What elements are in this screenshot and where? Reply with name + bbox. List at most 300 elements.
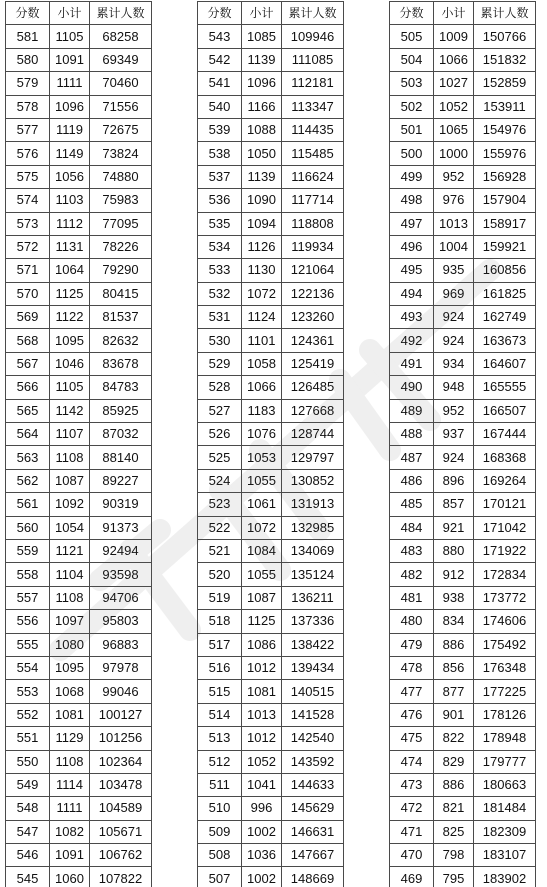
cell-cumulative: 112181 bbox=[282, 72, 344, 95]
cell-subtotal: 1002 bbox=[242, 867, 282, 887]
cell-cumulative: 158917 bbox=[474, 212, 536, 235]
cell-cumulative: 113347 bbox=[282, 95, 344, 118]
cell-score: 571 bbox=[6, 259, 50, 282]
cell-cumulative: 144633 bbox=[282, 773, 344, 796]
cell-score: 573 bbox=[6, 212, 50, 235]
cell-subtotal: 1046 bbox=[50, 352, 90, 375]
cell-score: 527 bbox=[198, 399, 242, 422]
cell-subtotal: 1126 bbox=[242, 235, 282, 258]
cell-subtotal: 1055 bbox=[242, 563, 282, 586]
cell-subtotal: 934 bbox=[434, 352, 474, 375]
cell-cumulative: 174606 bbox=[474, 610, 536, 633]
table-row bbox=[390, 25, 536, 48]
cell-cumulative: 162749 bbox=[474, 306, 536, 329]
cell-cumulative: 150766 bbox=[474, 25, 536, 48]
table-row bbox=[198, 727, 344, 750]
cell-subtotal: 1112 bbox=[50, 212, 90, 235]
table-row bbox=[390, 820, 536, 843]
cell-score: 507 bbox=[198, 867, 242, 887]
cell-subtotal: 1096 bbox=[50, 95, 90, 118]
cell-cumulative: 95803 bbox=[90, 610, 152, 633]
cell-subtotal: 1129 bbox=[50, 727, 90, 750]
cell-score: 474 bbox=[390, 750, 434, 773]
cell-subtotal: 1087 bbox=[50, 469, 90, 492]
cell-score: 492 bbox=[390, 329, 434, 352]
table-row bbox=[390, 493, 536, 516]
cell-score: 519 bbox=[198, 586, 242, 609]
cell-subtotal: 1061 bbox=[242, 493, 282, 516]
cell-cumulative: 171042 bbox=[474, 516, 536, 539]
score-table-right bbox=[389, 1, 536, 887]
cell-cumulative: 134069 bbox=[282, 539, 344, 562]
table-row bbox=[390, 750, 536, 773]
cell-subtotal: 952 bbox=[434, 165, 474, 188]
cell-cumulative: 127668 bbox=[282, 399, 344, 422]
cell-cumulative: 91373 bbox=[90, 516, 152, 539]
cell-subtotal: 1058 bbox=[242, 352, 282, 375]
table-row bbox=[198, 750, 344, 773]
table-row bbox=[6, 25, 152, 48]
cell-score: 537 bbox=[198, 165, 242, 188]
cell-subtotal: 1091 bbox=[50, 844, 90, 867]
cell-cumulative: 115485 bbox=[282, 142, 344, 165]
cell-subtotal: 924 bbox=[434, 306, 474, 329]
cell-subtotal: 834 bbox=[434, 610, 474, 633]
cell-cumulative: 169264 bbox=[474, 469, 536, 492]
cell-score: 542 bbox=[198, 48, 242, 71]
cell-cumulative: 121064 bbox=[282, 259, 344, 282]
cell-subtotal: 935 bbox=[434, 259, 474, 282]
cell-cumulative: 69349 bbox=[90, 48, 152, 71]
table-row bbox=[6, 165, 152, 188]
cell-score: 581 bbox=[6, 25, 50, 48]
cell-cumulative: 140515 bbox=[282, 680, 344, 703]
cell-score: 526 bbox=[198, 423, 242, 446]
cell-subtotal: 937 bbox=[434, 423, 474, 446]
cell-cumulative: 176348 bbox=[474, 656, 536, 679]
table-row bbox=[198, 48, 344, 71]
table-row bbox=[198, 703, 344, 726]
cell-subtotal: 1056 bbox=[50, 165, 90, 188]
cell-subtotal: 1004 bbox=[434, 235, 474, 258]
table-row bbox=[198, 610, 344, 633]
cell-score: 473 bbox=[390, 773, 434, 796]
cell-subtotal: 1012 bbox=[242, 727, 282, 750]
cell-cumulative: 128744 bbox=[282, 423, 344, 446]
cell-score: 552 bbox=[6, 703, 50, 726]
header-score: 分数 bbox=[6, 2, 50, 25]
cell-score: 523 bbox=[198, 493, 242, 516]
cell-score: 553 bbox=[6, 680, 50, 703]
cell-subtotal: 1066 bbox=[242, 376, 282, 399]
cell-subtotal: 822 bbox=[434, 727, 474, 750]
cell-cumulative: 157904 bbox=[474, 189, 536, 212]
header-cumulative: 累计人数 bbox=[90, 2, 152, 25]
table-row bbox=[198, 25, 344, 48]
table-row bbox=[390, 423, 536, 446]
cell-score: 530 bbox=[198, 329, 242, 352]
table-row bbox=[6, 352, 152, 375]
table-row bbox=[198, 189, 344, 212]
cell-score: 484 bbox=[390, 516, 434, 539]
cell-subtotal: 1105 bbox=[50, 376, 90, 399]
cell-score: 505 bbox=[390, 25, 434, 48]
cell-subtotal: 1084 bbox=[242, 539, 282, 562]
table-row bbox=[198, 844, 344, 867]
cell-cumulative: 181484 bbox=[474, 797, 536, 820]
cell-score: 539 bbox=[198, 118, 242, 141]
cell-subtotal: 976 bbox=[434, 189, 474, 212]
cell-subtotal: 1065 bbox=[434, 118, 474, 141]
table-row bbox=[390, 773, 536, 796]
cell-cumulative: 70460 bbox=[90, 72, 152, 95]
cell-score: 572 bbox=[6, 235, 50, 258]
cell-score: 522 bbox=[198, 516, 242, 539]
cell-cumulative: 100127 bbox=[90, 703, 152, 726]
table-row bbox=[390, 189, 536, 212]
cell-subtotal: 1060 bbox=[50, 867, 90, 887]
cell-score: 480 bbox=[390, 610, 434, 633]
table-row bbox=[198, 142, 344, 165]
table-row bbox=[6, 423, 152, 446]
cell-cumulative: 71556 bbox=[90, 95, 152, 118]
cell-cumulative: 137336 bbox=[282, 610, 344, 633]
cell-cumulative: 153911 bbox=[474, 95, 536, 118]
cell-subtotal: 1131 bbox=[50, 235, 90, 258]
cell-subtotal: 1072 bbox=[242, 282, 282, 305]
cell-cumulative: 131913 bbox=[282, 493, 344, 516]
cell-score: 486 bbox=[390, 469, 434, 492]
cell-cumulative: 102364 bbox=[90, 750, 152, 773]
table-row bbox=[390, 282, 536, 305]
table-row bbox=[390, 212, 536, 235]
cell-cumulative: 104589 bbox=[90, 797, 152, 820]
cell-cumulative: 161825 bbox=[474, 282, 536, 305]
cell-cumulative: 178948 bbox=[474, 727, 536, 750]
cell-score: 479 bbox=[390, 633, 434, 656]
cell-subtotal: 1068 bbox=[50, 680, 90, 703]
cell-score: 531 bbox=[198, 306, 242, 329]
table-row bbox=[390, 306, 536, 329]
table-row bbox=[390, 703, 536, 726]
cell-score: 533 bbox=[198, 259, 242, 282]
cell-score: 503 bbox=[390, 72, 434, 95]
cell-subtotal: 948 bbox=[434, 376, 474, 399]
cell-subtotal: 1087 bbox=[242, 586, 282, 609]
table-row bbox=[6, 118, 152, 141]
cell-subtotal: 952 bbox=[434, 399, 474, 422]
cell-cumulative: 90319 bbox=[90, 493, 152, 516]
cell-subtotal: 1052 bbox=[242, 750, 282, 773]
cell-subtotal: 1066 bbox=[434, 48, 474, 71]
cell-score: 551 bbox=[6, 727, 50, 750]
cell-score: 471 bbox=[390, 820, 434, 843]
cell-score: 470 bbox=[390, 844, 434, 867]
table-row bbox=[6, 656, 152, 679]
cell-cumulative: 94706 bbox=[90, 586, 152, 609]
cell-subtotal: 1139 bbox=[242, 165, 282, 188]
table-row bbox=[390, 516, 536, 539]
cell-cumulative: 123260 bbox=[282, 306, 344, 329]
table-row bbox=[390, 48, 536, 71]
cell-cumulative: 111085 bbox=[282, 48, 344, 71]
header-score: 分数 bbox=[198, 2, 242, 25]
cell-cumulative: 72675 bbox=[90, 118, 152, 141]
cell-subtotal: 795 bbox=[434, 867, 474, 887]
cell-cumulative: 125419 bbox=[282, 352, 344, 375]
table-row bbox=[198, 446, 344, 469]
cell-cumulative: 84783 bbox=[90, 376, 152, 399]
cell-cumulative: 167444 bbox=[474, 423, 536, 446]
table-row bbox=[198, 493, 344, 516]
cell-subtotal: 1091 bbox=[50, 48, 90, 71]
cell-score: 579 bbox=[6, 72, 50, 95]
cell-score: 504 bbox=[390, 48, 434, 71]
cell-score: 511 bbox=[198, 773, 242, 796]
header-subtotal: 小计 bbox=[242, 2, 282, 25]
cell-score: 536 bbox=[198, 189, 242, 212]
cell-score: 495 bbox=[390, 259, 434, 282]
table-row bbox=[390, 95, 536, 118]
cell-score: 469 bbox=[390, 867, 434, 887]
cell-score: 566 bbox=[6, 376, 50, 399]
cell-subtotal: 1076 bbox=[242, 423, 282, 446]
cell-score: 472 bbox=[390, 797, 434, 820]
cell-cumulative: 138422 bbox=[282, 633, 344, 656]
table-row bbox=[6, 633, 152, 656]
table-row bbox=[6, 703, 152, 726]
cell-subtotal: 912 bbox=[434, 563, 474, 586]
cell-subtotal: 921 bbox=[434, 516, 474, 539]
cell-subtotal: 896 bbox=[434, 469, 474, 492]
table-row bbox=[390, 446, 536, 469]
cell-score: 476 bbox=[390, 703, 434, 726]
cell-score: 543 bbox=[198, 25, 242, 48]
cell-score: 518 bbox=[198, 610, 242, 633]
cell-cumulative: 177225 bbox=[474, 680, 536, 703]
cell-cumulative: 170121 bbox=[474, 493, 536, 516]
cell-score: 541 bbox=[198, 72, 242, 95]
cell-subtotal: 1092 bbox=[50, 493, 90, 516]
cell-score: 501 bbox=[390, 118, 434, 141]
cell-subtotal: 1105 bbox=[50, 25, 90, 48]
cell-cumulative: 89227 bbox=[90, 469, 152, 492]
cell-cumulative: 124361 bbox=[282, 329, 344, 352]
cell-cumulative: 154976 bbox=[474, 118, 536, 141]
table-row bbox=[198, 469, 344, 492]
cell-cumulative: 87032 bbox=[90, 423, 152, 446]
cell-subtotal: 901 bbox=[434, 703, 474, 726]
table-row bbox=[198, 376, 344, 399]
table-row bbox=[198, 423, 344, 446]
table-row bbox=[6, 563, 152, 586]
table-row bbox=[198, 820, 344, 843]
cell-subtotal: 1009 bbox=[434, 25, 474, 48]
table-row bbox=[6, 376, 152, 399]
cell-subtotal: 1088 bbox=[242, 118, 282, 141]
table-row bbox=[198, 95, 344, 118]
cell-score: 489 bbox=[390, 399, 434, 422]
cell-score: 477 bbox=[390, 680, 434, 703]
cell-cumulative: 75983 bbox=[90, 189, 152, 212]
cell-score: 532 bbox=[198, 282, 242, 305]
table-row bbox=[6, 259, 152, 282]
cell-subtotal: 1081 bbox=[242, 680, 282, 703]
cell-cumulative: 156928 bbox=[474, 165, 536, 188]
cell-score: 547 bbox=[6, 820, 50, 843]
cell-cumulative: 126485 bbox=[282, 376, 344, 399]
cell-score: 548 bbox=[6, 797, 50, 820]
cell-score: 490 bbox=[390, 376, 434, 399]
cell-subtotal: 1166 bbox=[242, 95, 282, 118]
cell-cumulative: 168368 bbox=[474, 446, 536, 469]
cell-cumulative: 182309 bbox=[474, 820, 536, 843]
cell-subtotal: 1142 bbox=[50, 399, 90, 422]
table-row bbox=[390, 142, 536, 165]
cell-cumulative: 160856 bbox=[474, 259, 536, 282]
cell-cumulative: 146631 bbox=[282, 820, 344, 843]
cell-score: 564 bbox=[6, 423, 50, 446]
cell-cumulative: 77095 bbox=[90, 212, 152, 235]
cell-subtotal: 1013 bbox=[242, 703, 282, 726]
cell-subtotal: 924 bbox=[434, 446, 474, 469]
table-row bbox=[6, 469, 152, 492]
cell-cumulative: 114435 bbox=[282, 118, 344, 141]
cell-score: 478 bbox=[390, 656, 434, 679]
cell-cumulative: 73824 bbox=[90, 142, 152, 165]
cell-subtotal: 1121 bbox=[50, 539, 90, 562]
cell-cumulative: 164607 bbox=[474, 352, 536, 375]
cell-score: 563 bbox=[6, 446, 50, 469]
cell-score: 493 bbox=[390, 306, 434, 329]
table-row bbox=[6, 142, 152, 165]
score-table-middle bbox=[197, 1, 344, 887]
cell-cumulative: 166507 bbox=[474, 399, 536, 422]
table-row bbox=[390, 867, 536, 887]
table-row bbox=[6, 235, 152, 258]
cell-subtotal: 798 bbox=[434, 844, 474, 867]
cell-subtotal: 924 bbox=[434, 329, 474, 352]
cell-score: 491 bbox=[390, 352, 434, 375]
table-row bbox=[6, 446, 152, 469]
cell-cumulative: 159921 bbox=[474, 235, 536, 258]
cell-score: 475 bbox=[390, 727, 434, 750]
cell-subtotal: 996 bbox=[242, 797, 282, 820]
table-row bbox=[6, 586, 152, 609]
cell-subtotal: 825 bbox=[434, 820, 474, 843]
header-score: 分数 bbox=[390, 2, 434, 25]
cell-cumulative: 119934 bbox=[282, 235, 344, 258]
cell-subtotal: 1012 bbox=[242, 656, 282, 679]
cell-score: 514 bbox=[198, 703, 242, 726]
table-row bbox=[6, 306, 152, 329]
cell-cumulative: 81537 bbox=[90, 306, 152, 329]
cell-subtotal: 886 bbox=[434, 633, 474, 656]
cell-subtotal: 1104 bbox=[50, 563, 90, 586]
cell-subtotal: 1086 bbox=[242, 633, 282, 656]
table-row bbox=[390, 563, 536, 586]
score-table-left bbox=[5, 1, 152, 887]
cell-score: 529 bbox=[198, 352, 242, 375]
cell-score: 535 bbox=[198, 212, 242, 235]
table-row bbox=[6, 773, 152, 796]
cell-cumulative: 99046 bbox=[90, 680, 152, 703]
cell-cumulative: 136211 bbox=[282, 586, 344, 609]
table-row bbox=[390, 352, 536, 375]
cell-score: 528 bbox=[198, 376, 242, 399]
cell-score: 515 bbox=[198, 680, 242, 703]
table-row bbox=[6, 727, 152, 750]
table-row bbox=[390, 727, 536, 750]
table-row bbox=[390, 235, 536, 258]
cell-cumulative: 147667 bbox=[282, 844, 344, 867]
table-row bbox=[390, 118, 536, 141]
cell-subtotal: 1055 bbox=[242, 469, 282, 492]
cell-score: 483 bbox=[390, 539, 434, 562]
table-row bbox=[198, 516, 344, 539]
cell-subtotal: 1095 bbox=[50, 656, 90, 679]
cell-subtotal: 1052 bbox=[434, 95, 474, 118]
table-row bbox=[198, 259, 344, 282]
table-row bbox=[198, 539, 344, 562]
table-row bbox=[6, 750, 152, 773]
cell-score: 567 bbox=[6, 352, 50, 375]
table-row bbox=[390, 259, 536, 282]
cell-cumulative: 130852 bbox=[282, 469, 344, 492]
table-row bbox=[6, 399, 152, 422]
table-row bbox=[6, 820, 152, 843]
header-cumulative: 累计人数 bbox=[474, 2, 536, 25]
cell-score: 524 bbox=[198, 469, 242, 492]
cell-score: 521 bbox=[198, 539, 242, 562]
cell-score: 502 bbox=[390, 95, 434, 118]
table-row bbox=[6, 680, 152, 703]
table-row bbox=[6, 329, 152, 352]
cell-score: 498 bbox=[390, 189, 434, 212]
table-header-row bbox=[390, 2, 536, 25]
cell-subtotal: 1124 bbox=[242, 306, 282, 329]
cell-subtotal: 1101 bbox=[242, 329, 282, 352]
table-row bbox=[198, 797, 344, 820]
table-row bbox=[198, 72, 344, 95]
cell-subtotal: 1122 bbox=[50, 306, 90, 329]
cell-cumulative: 135124 bbox=[282, 563, 344, 586]
cell-cumulative: 143592 bbox=[282, 750, 344, 773]
header-cumulative: 累计人数 bbox=[282, 2, 344, 25]
table-row bbox=[6, 282, 152, 305]
table-row bbox=[198, 586, 344, 609]
cell-cumulative: 96883 bbox=[90, 633, 152, 656]
cell-cumulative: 129797 bbox=[282, 446, 344, 469]
cell-score: 560 bbox=[6, 516, 50, 539]
table-row bbox=[198, 633, 344, 656]
table-row bbox=[198, 165, 344, 188]
cell-cumulative: 173772 bbox=[474, 586, 536, 609]
cell-score: 569 bbox=[6, 306, 50, 329]
cell-cumulative: 68258 bbox=[90, 25, 152, 48]
cell-cumulative: 165555 bbox=[474, 376, 536, 399]
cell-score: 574 bbox=[6, 189, 50, 212]
table-row bbox=[390, 329, 536, 352]
table-row bbox=[390, 656, 536, 679]
cell-subtotal: 1013 bbox=[434, 212, 474, 235]
cell-score: 580 bbox=[6, 48, 50, 71]
cell-subtotal: 1090 bbox=[242, 189, 282, 212]
table-row bbox=[6, 610, 152, 633]
cell-score: 562 bbox=[6, 469, 50, 492]
cell-subtotal: 829 bbox=[434, 750, 474, 773]
cell-score: 559 bbox=[6, 539, 50, 562]
